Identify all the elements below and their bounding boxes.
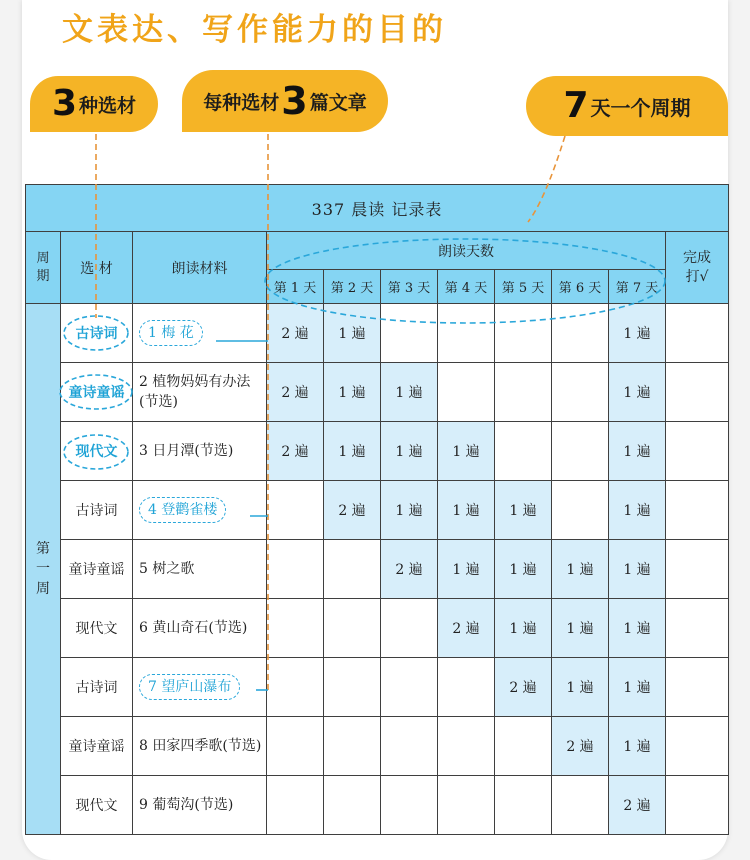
done-checkbox-cell[interactable] (666, 658, 729, 717)
day-cell (495, 304, 552, 363)
material-label: 5 树之歌 (139, 561, 195, 577)
material-cell (133, 363, 267, 422)
day-cell (324, 540, 381, 599)
day-cell (381, 776, 438, 835)
category-cell (61, 422, 133, 481)
day-cell (267, 658, 324, 717)
header-material: 朗读材料 (133, 232, 267, 304)
callout-number: 3 (281, 79, 308, 123)
day-cell: 2 遍 (267, 304, 324, 363)
day-cell: 1 遍 (324, 304, 381, 363)
material-cell (133, 599, 267, 658)
day-cell: 1 遍 (552, 658, 609, 717)
table-row (26, 422, 729, 481)
category-cell (61, 717, 133, 776)
day-cell (495, 363, 552, 422)
day-cell: 1 遍 (438, 422, 495, 481)
material-label: 8 田家四季歌(节选) (139, 738, 262, 754)
header-done: 完成打√ (666, 232, 729, 304)
material-cell (133, 776, 267, 835)
done-checkbox-cell[interactable] (666, 363, 729, 422)
day-cell: 2 遍 (267, 422, 324, 481)
day-cell (438, 363, 495, 422)
callout-text: 天一个周期 (590, 95, 691, 120)
category-label: 现代文 (75, 621, 118, 637)
category-cell (61, 540, 133, 599)
material-cell (133, 304, 267, 363)
day-cell (495, 717, 552, 776)
day-cell: 1 遍 (324, 422, 381, 481)
header-day-6: 第 6 天 (552, 270, 609, 304)
day-cell (324, 599, 381, 658)
day-cell: 1 遍 (609, 717, 666, 776)
day-cell (552, 481, 609, 540)
period-cell (26, 304, 61, 835)
day-cell (552, 776, 609, 835)
day-cell: 1 遍 (495, 540, 552, 599)
day-cell (324, 658, 381, 717)
day-cell (324, 776, 381, 835)
done-checkbox-cell[interactable] (666, 776, 729, 835)
day-cell: 2 遍 (324, 481, 381, 540)
day-cell (438, 776, 495, 835)
table-row (26, 363, 729, 422)
material-label: 6 黄山奇石(节选) (139, 620, 248, 636)
reading-record-table (25, 184, 729, 835)
category-cell (61, 658, 133, 717)
category-cell (61, 304, 133, 363)
done-checkbox-cell[interactable] (666, 599, 729, 658)
day-cell (381, 717, 438, 776)
day-cell: 1 遍 (381, 363, 438, 422)
day-cell: 2 遍 (609, 776, 666, 835)
material-cell (133, 540, 267, 599)
category-label: 古诗词 (75, 326, 118, 342)
category-cell (61, 481, 133, 540)
day-cell: 1 遍 (438, 540, 495, 599)
day-cell: 1 遍 (495, 599, 552, 658)
day-cell (495, 422, 552, 481)
done-checkbox-cell[interactable] (666, 481, 729, 540)
table-row (26, 658, 729, 717)
header-day-5: 第 5 天 (495, 270, 552, 304)
day-cell: 1 遍 (609, 363, 666, 422)
material-label: 2 植物妈妈有办法(节选) (139, 374, 251, 410)
day-cell (324, 717, 381, 776)
day-cell: 1 遍 (552, 599, 609, 658)
day-cell: 1 遍 (381, 481, 438, 540)
day-cell: 2 遍 (552, 717, 609, 776)
day-cell (381, 599, 438, 658)
day-cell (267, 717, 324, 776)
day-cell: 2 遍 (267, 363, 324, 422)
day-cell (267, 776, 324, 835)
done-checkbox-cell[interactable] (666, 540, 729, 599)
day-cell: 1 遍 (609, 658, 666, 717)
day-cell (267, 599, 324, 658)
day-cell: 1 遍 (609, 422, 666, 481)
category-cell (61, 363, 133, 422)
day-cell: 1 遍 (609, 599, 666, 658)
header-day-3: 第 3 天 (381, 270, 438, 304)
table-row (26, 481, 729, 540)
category-label: 童诗童谣 (68, 385, 125, 401)
category-label: 古诗词 (75, 680, 118, 696)
material-cell (133, 422, 267, 481)
callout-seven-day-cycle (526, 76, 728, 136)
table-row (26, 540, 729, 599)
material-label: 3 日月潭(节选) (139, 443, 234, 459)
day-cell (552, 363, 609, 422)
callout-text: 种选材 (79, 94, 137, 117)
day-cell: 2 遍 (381, 540, 438, 599)
day-cell (381, 304, 438, 363)
day-cell (495, 776, 552, 835)
material-cell (133, 717, 267, 776)
day-cell: 1 遍 (552, 540, 609, 599)
header-day-1: 第 1 天 (267, 270, 324, 304)
table-row (26, 304, 729, 363)
table-row (26, 599, 729, 658)
day-cell: 1 遍 (495, 481, 552, 540)
material-cell (133, 658, 267, 717)
day-cell (438, 658, 495, 717)
table-title: 337 晨读 记录表 (26, 185, 729, 232)
category-label: 现代文 (75, 444, 118, 460)
day-cell (438, 717, 495, 776)
material-label: 7 望庐山瀑布 (139, 674, 240, 700)
material-label: 1 梅 花 (139, 320, 203, 346)
callout-three-categories (30, 76, 158, 132)
header-period: 周期 (26, 232, 61, 304)
callout-number: 7 (563, 85, 589, 126)
day-cell: 1 遍 (438, 481, 495, 540)
day-cell (552, 304, 609, 363)
material-label: 9 葡萄沟(节选) (139, 797, 234, 813)
done-checkbox-cell[interactable] (666, 717, 729, 776)
period-label: 第一周 (36, 540, 50, 597)
header-day-4: 第 4 天 (438, 270, 495, 304)
callout-number: 3 (51, 83, 78, 124)
day-cell: 1 遍 (609, 304, 666, 363)
callout-suffix: 篇文章 (309, 91, 367, 114)
callout-prefix: 每种选材 (203, 91, 280, 114)
day-cell: 1 遍 (609, 540, 666, 599)
day-cell: 1 遍 (381, 422, 438, 481)
header-day-7: 第 7 天 (609, 270, 666, 304)
header-day-2: 第 2 天 (324, 270, 381, 304)
day-cell: 2 遍 (495, 658, 552, 717)
category-cell (61, 599, 133, 658)
header-days-group: 朗读天数 (267, 232, 666, 270)
material-cell (133, 481, 267, 540)
day-cell (552, 422, 609, 481)
day-cell (267, 481, 324, 540)
material-label: 4 登鹳雀楼 (139, 497, 226, 523)
done-checkbox-cell[interactable] (666, 422, 729, 481)
category-label: 现代文 (75, 798, 118, 814)
table-row (26, 776, 729, 835)
category-label: 古诗词 (75, 503, 118, 519)
callout-three-articles (182, 70, 388, 132)
done-checkbox-cell[interactable] (666, 304, 729, 363)
header-category: 选 材 (61, 232, 133, 304)
table-row (26, 717, 729, 776)
day-cell: 2 遍 (438, 599, 495, 658)
category-cell (61, 776, 133, 835)
headline: 文表达、写作能力的目的 (62, 12, 447, 48)
day-cell: 1 遍 (324, 363, 381, 422)
category-label: 童诗童谣 (68, 739, 125, 755)
day-cell (438, 304, 495, 363)
day-cell: 1 遍 (609, 481, 666, 540)
day-cell (267, 540, 324, 599)
category-label: 童诗童谣 (68, 562, 125, 578)
day-cell (381, 658, 438, 717)
